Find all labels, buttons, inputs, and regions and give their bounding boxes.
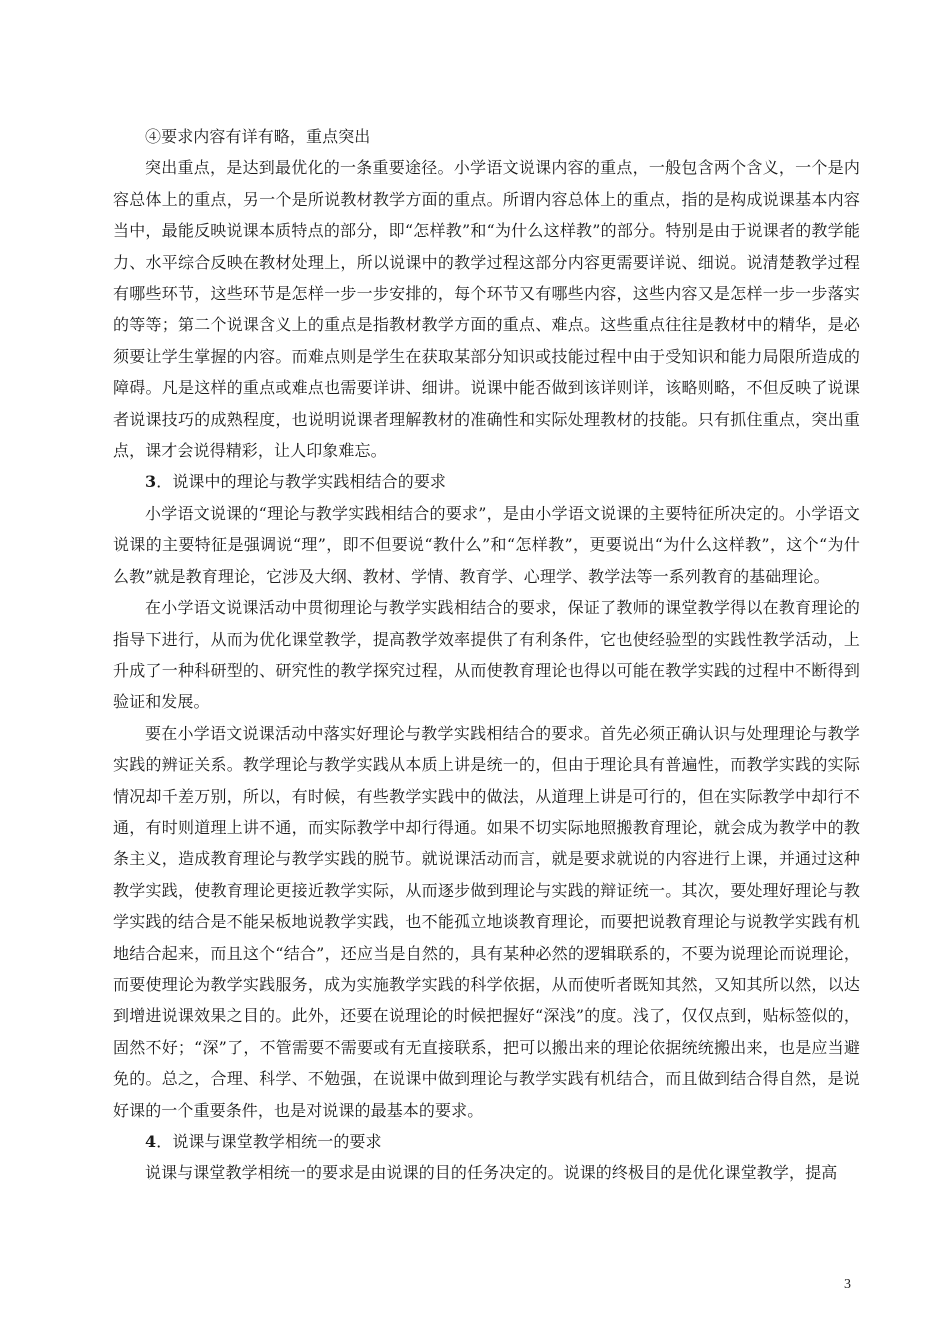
section-number: 4 [145,1132,157,1151]
paragraph-unity-intro: 说课与课堂教学相统一的要求是由说课的目的任务决定的。说课的终极目的是优化课堂教学，提高 [145,1163,838,1183]
section-heading-4 [113,1126,860,1157]
section-number: 3 [145,472,157,492]
paragraph-key-points: 突出重点，是达到最优化的一条重要途径。小学语文说课内容的重点，一般包含两个含义，一个是内容总体上的重点，另一个是所说教材教学方面的重点。所谓内容总体上的重点，指的是构成说课基本内容当中，最能反映说课本质特点的部分，即“怎样教”和“为什么这样教”的部分。特别是由于说课者的教学能力、水平综合反映在教材处理上，所以说课中的教学过程这部分内容更需要详说、细说。说清楚教学过程有哪些环节，这些环节是怎样一步一步安排的，每个环节又有哪些内容，这些内容又是怎样一步一步落实的等等；第二个说课含义上的重点是指教材教学方面的重点、难点。这些重点往往是教材中的精华，是必须要让学生掌握的内容。而难点则是学生在获取某部分知识或技能过程中由于受知识和能力局限所造成的障碍。凡是这样的重点或难点也需要详讲、细讲。说课中能否做到该详则详，该略则略，不但反映了说课者说课技巧的成熟程度，也说明说课者理解教材的准确性和实际处理教材的技能。只有抓住重点，突出重点，课才会说得精彩，让人印象难忘。 [113,158,860,461]
section-title: ．说课中的理论与教学实践相结合的要求 [156,472,447,492]
section-title: ．说课与课堂教学相统一的要求 [156,1132,382,1151]
paragraph-theory-practice-method: 要在小学语文说课活动中落实好理论与教学实践相结合的要求。首先必须正确认识与处理理论与教学实践的辨证关系。教学理论与教学实践从本质上讲是统一的，但由于理论具有普遍性，而教学实践的实际情况却千差万别，所以，有时候，有些教学实践中的做法，从道理上讲是可行的，但在实际教学中却行不通，有时则道理上讲不通，而实际教学中却行得通。如果不切实际地照搬教育理论，就会成为教学中的教条主义，造成教育理论与教学实践的脱节。就说课活动而言，就是要求就说的内容进行上课，并通过这种教学实践，使教育理论更接近教学实际，从而逐步做到理论与实践的辩证统一。其次，要处理好理论与教学实践的结合是不能呆板地说教学实践，也不能孤立地谈教育理论，而要把说教育理论与说教学实践有机地结合起来，而且这个“结合”，还应当是自然的，具有某种必然的逻辑联系的，不要为说理论而说理论，而要使理论为教学实践服务，成为实施教学实践的科学依据，从而使听者既知其然，又知其所以然，以达到增进说课效果之目的。此外，还要在说理论的时候把握好“深浅”的度。浅了，仅仅点到，贴标签似的，固然不好；“深”了，不管需要不需要或有无直接联系，把可以搬出来的理论依据统统搬出来，也是应当避免的。总之，合理、科学、不勉强，在说课中做到理论与教学实践有机结合，而且做到结合得自然，是说好课的一个重要条件，也是对说课的最基本的要求。 [113,723,860,1120]
page-number: 3 [844,1277,851,1292]
section-heading-3 [113,466,860,497]
paragraph-theory-practice-intro: 小学语文说课的“理论与教学实践相结合的要求”，是由小学语文说课的主要特征所决定的。小学语文说课的主要特征是强调说“理”，即不但要说“教什么”和“怎样教”，更要说出“为什么这样教”，这个“为什么教”就是教育理论，它涉及大纲、教材、学情、教育学、心理学、教学法等一系列教育的基础理论。 [113,503,860,586]
document-body [113,121,860,1189]
subheading-key-points: ④要求内容有详有略，重点突出 [145,127,371,146]
paragraph-theory-practice-benefit: 在小学语文说课活动中贯彻理论与教学实践相结合的要求，保证了教师的课堂教学得以在教育理论的指导下进行，从而为优化课堂教学，提高教学效率提供了有利条件，它也使经验型的实践性教学活动，上升成了一种科研型的、研究性的教学探究过程，从而使教育理论也得以可能在教学实践的过程中不断得到验证和发展。 [113,598,860,712]
